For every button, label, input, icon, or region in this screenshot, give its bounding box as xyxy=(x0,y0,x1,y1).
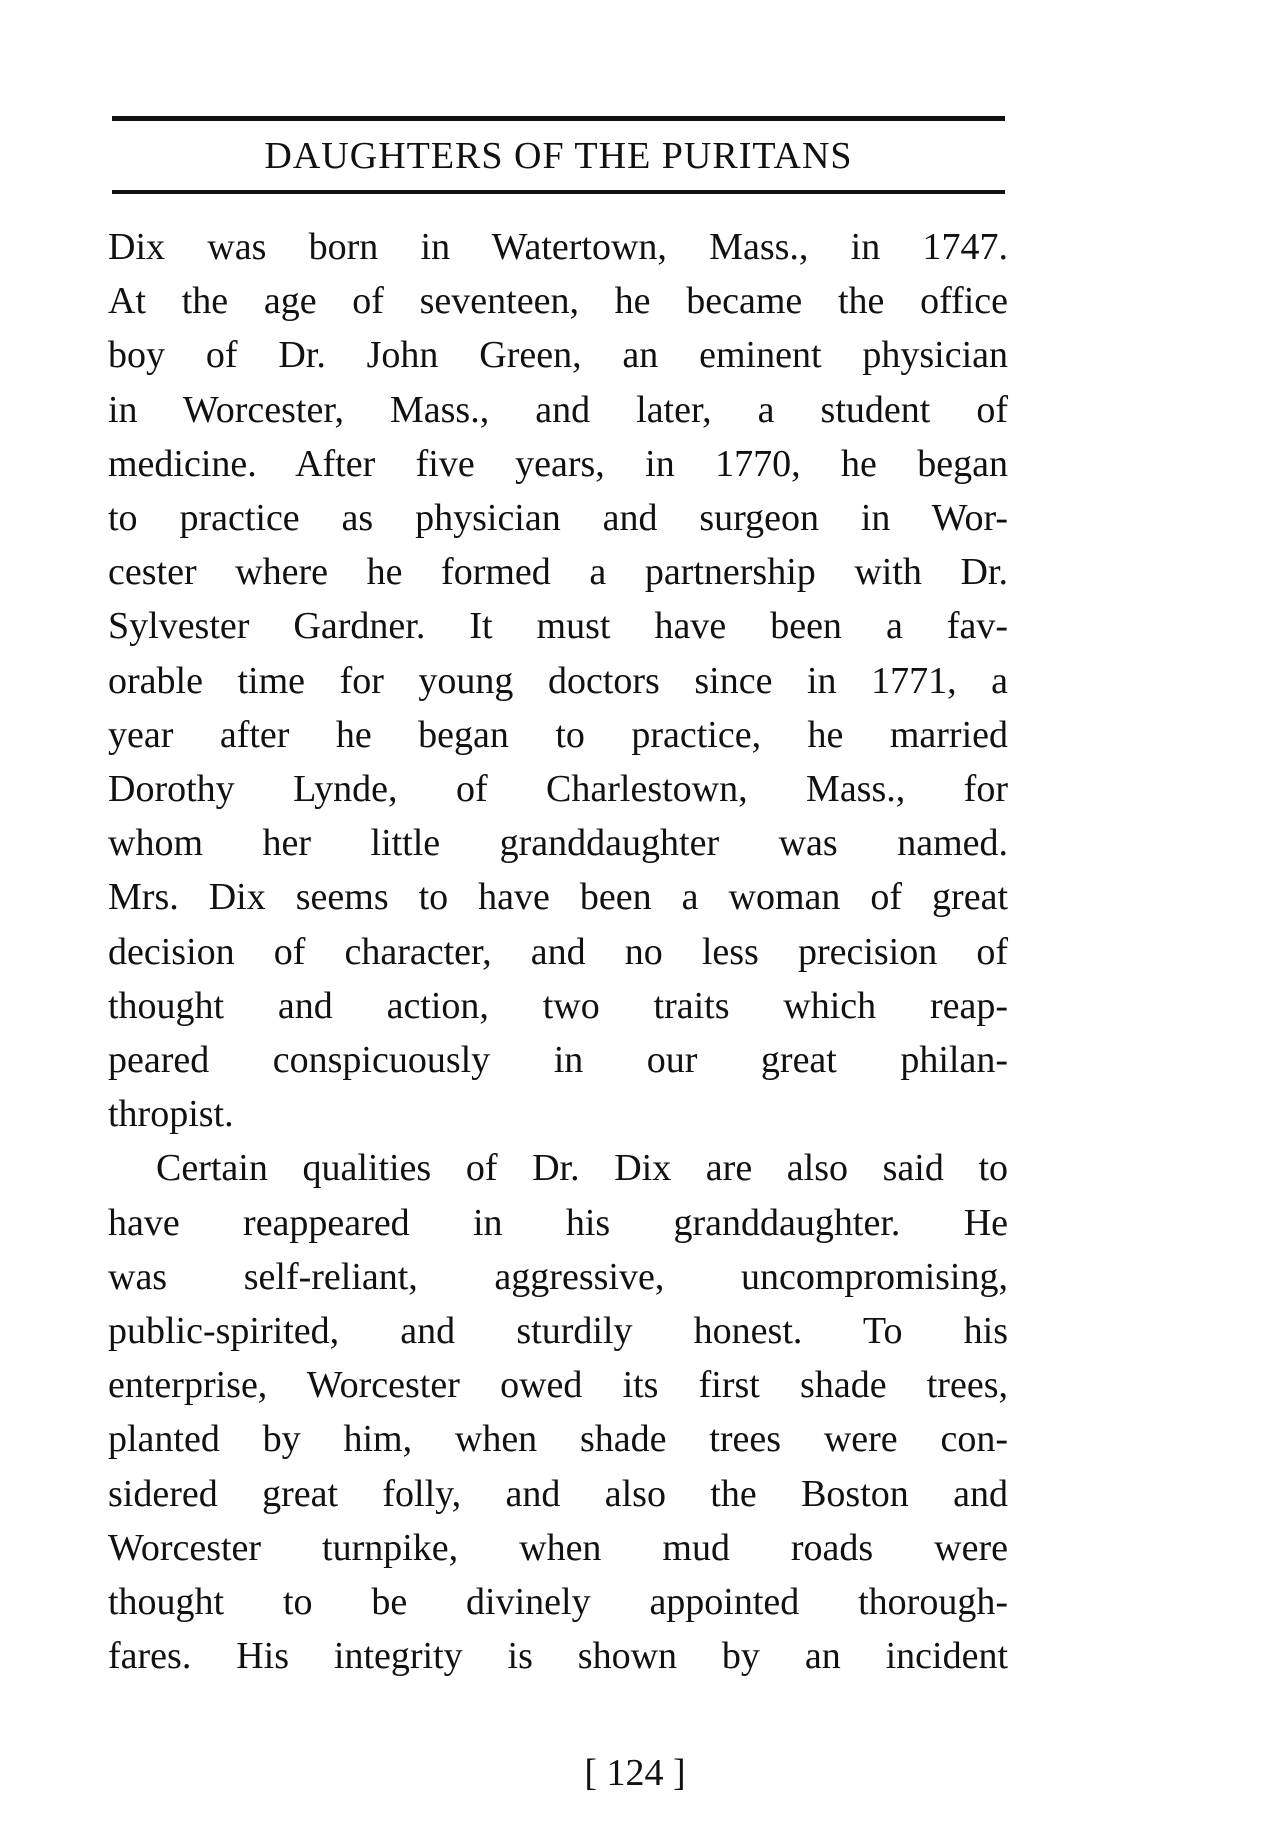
paragraph-1 xyxy=(108,220,1008,1141)
text-line: At the age of seventeen, he became the office xyxy=(108,280,1008,323)
text-line: Mrs. Dix seems to have been a woman of great xyxy=(108,876,1008,919)
header-bottom-rule xyxy=(112,190,1005,194)
text-line: orable time for young doctors since in 1771, a xyxy=(108,659,1008,702)
text-line: whom her little granddaughter was named. xyxy=(108,822,1008,865)
text-line: public-spirited, and sturdily honest. To his xyxy=(108,1310,1008,1353)
text-line: Certain qualities of Dr. Dix are also said to xyxy=(156,1147,1008,1190)
text-line: Worcester turnpike, when mud roads were xyxy=(108,1526,1008,1569)
text-line: to practice as physician and surgeon in Wor- xyxy=(108,497,1008,540)
text-line: have reappeared in his granddaughter. He xyxy=(108,1201,1008,1244)
text-line: fares. His integrity is shown by an incident xyxy=(108,1635,1008,1678)
paragraph-2 xyxy=(108,1141,1008,1683)
text-line: boy of Dr. John Green, an eminent physician xyxy=(108,334,1008,377)
text-line: planted by him, when shade trees were con- xyxy=(108,1418,1008,1461)
header-top-rule xyxy=(112,116,1005,121)
text-line: Dorothy Lynde, of Charlestown, Mass., for xyxy=(108,768,1008,811)
text-line: was self-reliant, aggressive, uncompromising, xyxy=(108,1255,1008,1298)
running-title: DAUGHTERS OF THE PURITANS xyxy=(264,135,853,177)
text-line: thropist. xyxy=(108,1093,234,1136)
text-line: peared conspicuously in our great philan- xyxy=(108,1039,1008,1082)
page-number: [ 124 ] xyxy=(584,1752,686,1794)
body-text xyxy=(108,220,1008,1683)
text-line: medicine. After five years, in 1770, he began xyxy=(108,442,1008,485)
text-line: sidered great folly, and also the Boston and xyxy=(108,1472,1008,1515)
text-line: thought and action, two traits which reap- xyxy=(108,984,1008,1027)
text-line: Sylvester Gardner. It must have been a fav- xyxy=(108,605,1008,648)
text-line: year after he began to practice, he married xyxy=(108,713,1008,756)
text-line: enterprise, Worcester owed its first shade trees, xyxy=(108,1364,1008,1407)
text-line: Dix was born in Watertown, Mass., in 1747. xyxy=(108,226,1008,268)
text-line: in Worcester, Mass., and later, a student of xyxy=(108,388,1008,431)
text-line: cester where he formed a partnership with Dr. xyxy=(108,551,1008,594)
text-line: decision of character, and no less precision of xyxy=(108,930,1008,973)
text-line: thought to be divinely appointed thorough- xyxy=(108,1581,1008,1624)
